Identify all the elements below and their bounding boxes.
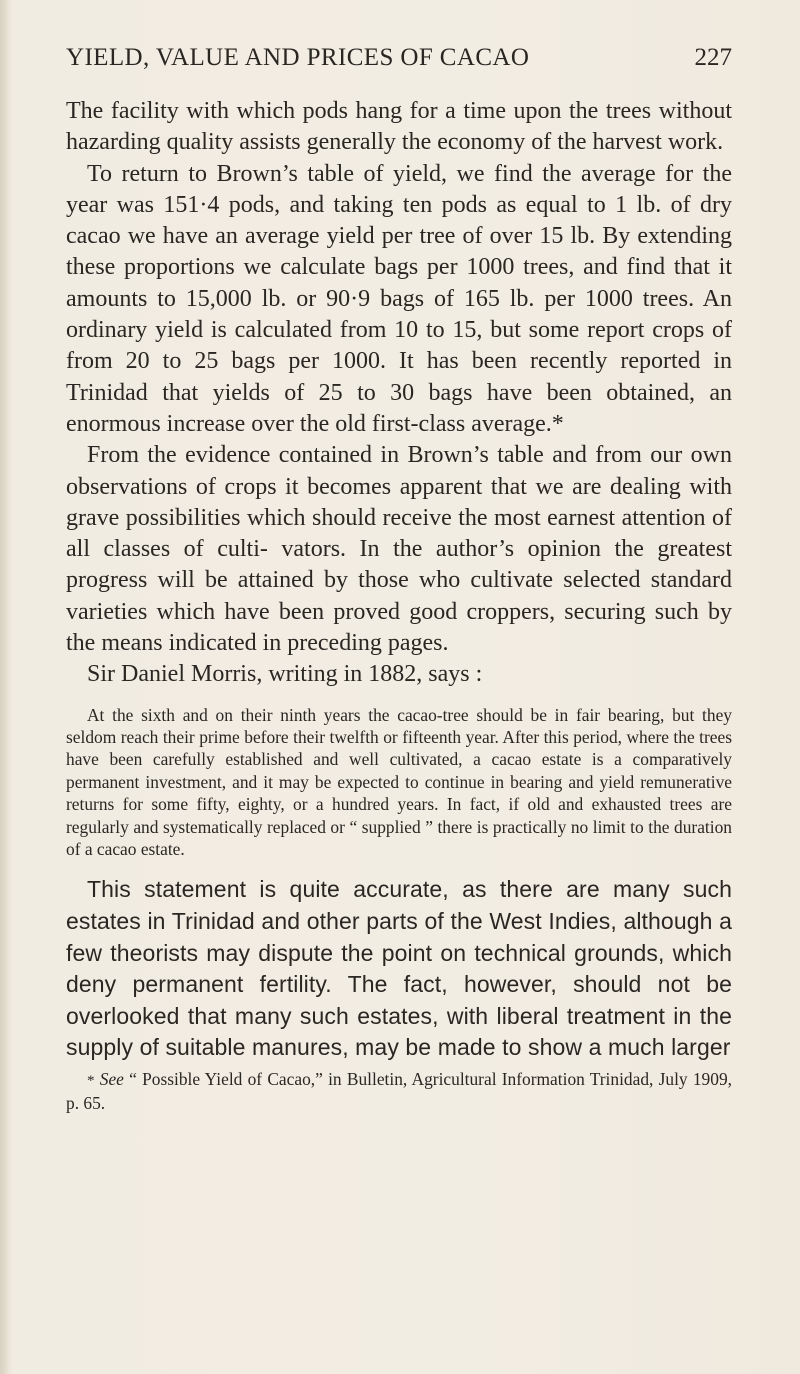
footnote-text: “ Possible Yield of Cacao,” in Bulletin, Agricultural Information Trinidad, July 1909, p. 65. — [66, 1069, 732, 1114]
block-quote-morris: At the sixth and on their ninth years the cacao-tree should be in fair bearing, but they seldom reach their prime before their twelfth or fifteenth year. After this period, where the trees have been carefully established and well cultivated, a cacao estate is a comparatively permanent investment, and it may be expected to continue in bearing and yield remunerative returns for some fifty, eighty, or a hundred years. In fact, if old and exhausted trees are regularly and systematically replaced or “ supplied ” there is practically no limit to the duration of a cacao estate. — [66, 704, 732, 860]
paragraph-browns-table: To return to Brown’s table of yield, we find the average for the year was 151·4 pods, and taking ten pods as equal to 1 lb. of dry cacao we have an average yield per tree of over 15 lb. By extending these proportions we calculate bags per 1000 trees, and find that it amounts to 15,000 lb. or 90·9 bags of 165 lb. per 1000 trees. An ordinary yield is calculated from 10 to 15, but some report crops of from 20 to 25 bags per 1000. It has been recently reported in Trinidad that yields of 25 to 30 bags have been obtained, an enormous increase over the old first-class average.* — [66, 160, 732, 437]
running-title: YIELD, VALUE AND PRICES OF CACAO — [66, 44, 530, 71]
paragraph-statement-accurate: This statement is quite accurate, as there are many such estates in Trinidad and other parts of the West Indies, although a few theorists may dispute the point on technical grounds, which deny permanent fertility. The fact, however, should not be overlooked that many such estates, with liberal treatment in the supply of suitable manures, may be made to show a much larger — [66, 876, 732, 1061]
paragraph-evidence: From the evidence contained in Brown’s table and from our own observations of crops it becomes apparent that we are dealing with grave possibilities which should receive the most earnest attention of all classes of culti- vators. In the author’s opinion the greatest progress will be attained by those who cultivate selected standard varieties which have been proved good croppers, securing such by the means indicated in preceding pages. — [66, 442, 732, 657]
footnote-marker: * — [87, 1073, 95, 1090]
binding-gutter-shadow — [0, 0, 10, 1374]
footnote — [66, 1068, 732, 1114]
paragraph-harvest-economy: The facility with which pods hang for a time upon the trees without hazarding quality assists generally the economy of the harvest work. — [66, 98, 732, 156]
footnote-see: See — [99, 1069, 124, 1090]
body-text — [66, 96, 732, 1114]
paragraph-morris-intro: Sir Daniel Morris, writing in 1882, says : — [87, 661, 483, 688]
page-number: 227 — [694, 44, 732, 71]
running-head — [66, 44, 732, 84]
